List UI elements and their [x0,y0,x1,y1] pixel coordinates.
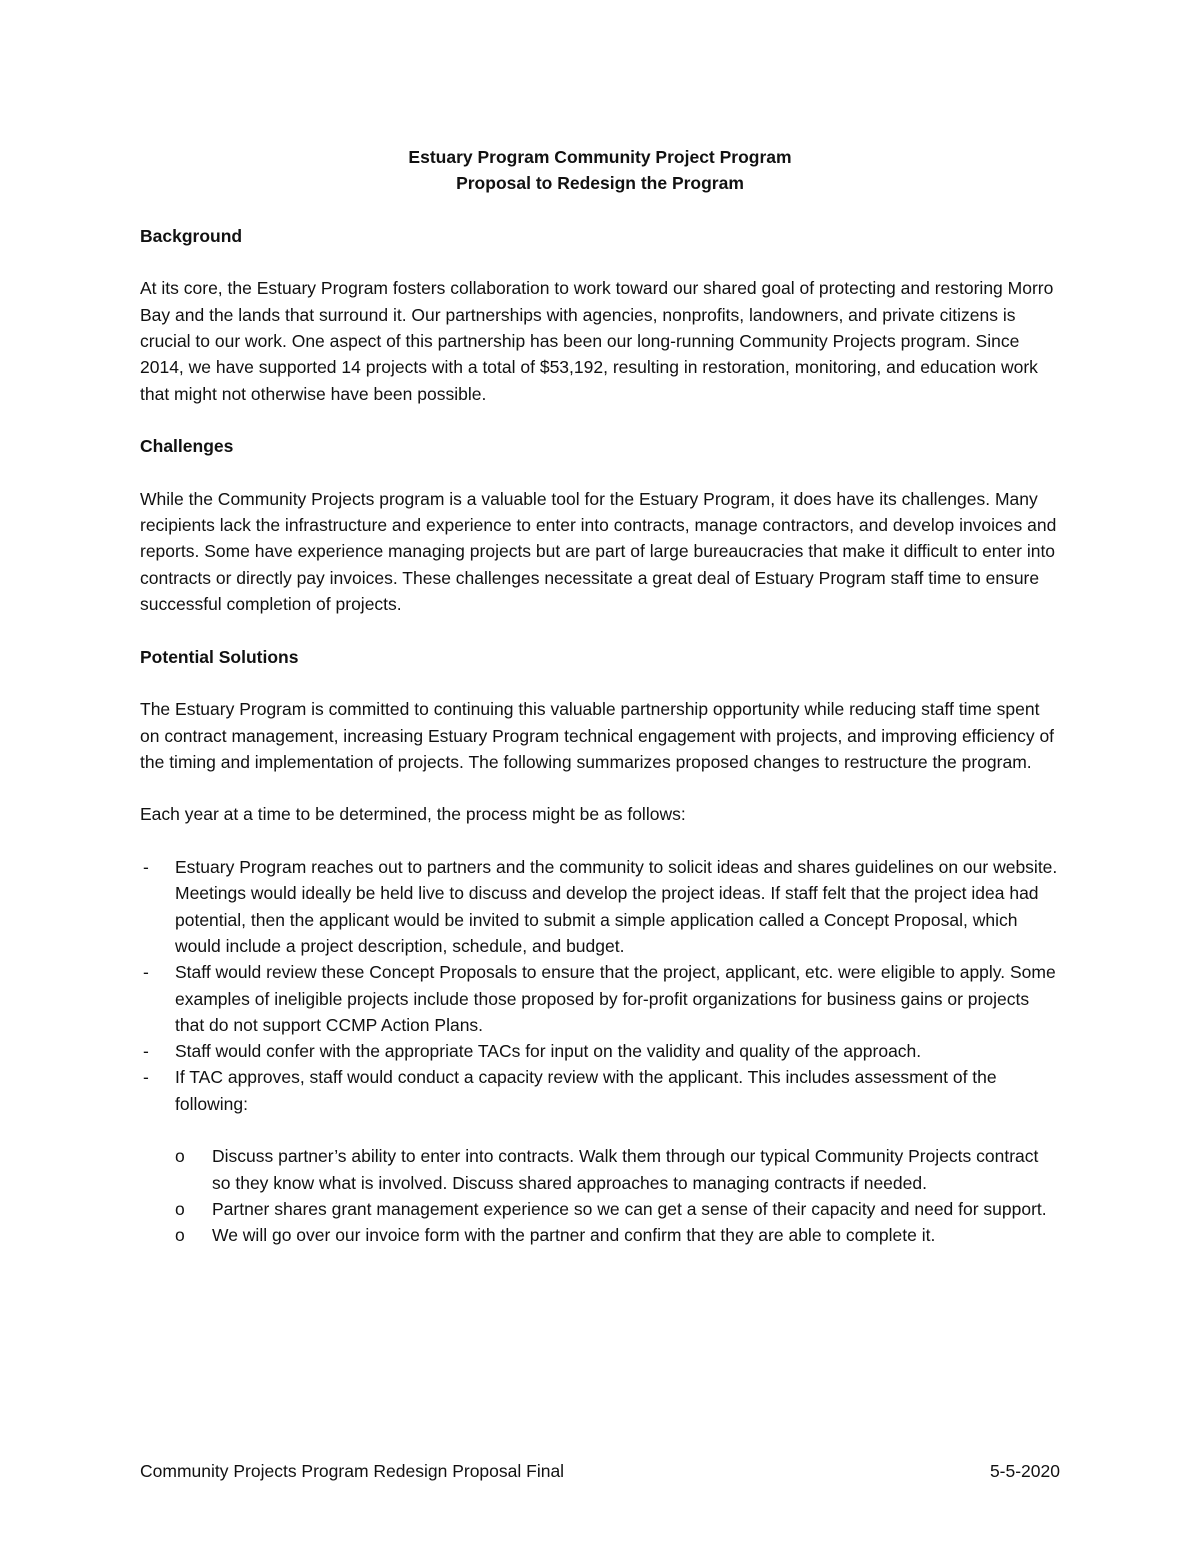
circle-bullet: o [175,1225,185,1246]
list-item [140,959,1060,1038]
process-step-text: Staff would review these Concept Proposals to ensure that the project, applicant, etc. were eligible to apply. Some examples of ineligible projects include those proposed by for-profit organizations for business gains or projects that do not support CCMP Action Plans. [175,962,1056,1035]
footer-document-name: Community Projects Program Redesign Proposal Final [140,1461,565,1481]
process-step-text: Staff would confer with the appropriate TACs for input on the validity and quality of the approach. [175,1041,922,1062]
spacer [140,249,1060,275]
section-heading-potential-solutions: Potential Solutions [140,646,299,667]
spacer [140,1117,1060,1143]
spacer [140,460,1060,486]
list-item [140,1143,1060,1196]
list-item [140,1196,1060,1222]
document-title: Estuary Program Community Project Program [408,147,792,167]
dash-bullet: - [143,1041,149,1062]
list-item [140,854,1060,959]
list-item [140,1222,1060,1248]
capacity-item-text: Discuss partner’s ability to enter into contracts. Walk them through our typical Community Projects contract so they know what is involved. Discuss shared approaches to managing contracts if needed. [212,1146,1039,1193]
challenges-paragraph: While the Community Projects program is a valuable tool for the Estuary Program, it does have its challenges. Many recipients lack the infrastructure and experience to enter into contracts, manage contractors, and develop invoices and reports. Some have experience managing projects but are part of large bureaucracies that make it difficult to enter into contracts or directly pay invoices. These challenges necessitate a great deal of Estuary Program staff time to ensure successful completion of projects. [140,488,1057,615]
section-heading-challenges: Challenges [140,436,234,457]
solutions-paragraph: The Estuary Program is committed to continuing this valuable partnership opportunity while reducing staff time spent on contract management, increasing Estuary Program technical engagement with projects, and improving efficiency of the timing and implementation of projects. The following summarizes proposed changes to restructure the program. [140,699,1055,772]
list-item [140,1064,1060,1117]
dash-bullet: - [143,857,149,878]
process-step-text: Estuary Program reaches out to partners and the community to solicit ideas and shares guidelines on our website. Meetings would ideally be held live to discuss and develop the project ideas. If staff felt that the project idea had potential, then the applicant would be invited to submit a simple application called a Concept Proposal, which would include a project description, schedule, and budget. [175,857,1058,956]
spacer [140,670,1060,696]
page-footer [140,1458,1060,1484]
circle-bullet: o [175,1198,185,1219]
process-intro: Each year at a time to be determined, the process might be as follows: [140,804,686,825]
list-item [140,1038,1060,1064]
spacer [140,828,1060,854]
background-paragraph: At its core, the Estuary Program fosters collaboration to work toward our shared goal of protecting and restoring Morro Bay and the lands that surround it. Our partnerships with agencies, nonprofits, landowners, and private citizens is crucial to our work. One aspect of this partnership has been our long-running Community Projects program. Since 2014, we have supported 14 projects with a total of $53,192, resulting in restoration, monitoring, and education work that might not otherwise have been possible. [140,278,1054,404]
capacity-review-list [140,1143,1060,1248]
capacity-item-text: Partner shares grant management experience so we can get a sense of their capacity and need for support. [212,1198,1047,1219]
section-heading-background: Background [140,225,243,246]
spacer [140,617,1060,643]
document-subtitle: Proposal to Redesign the Program [456,173,744,194]
dash-bullet: - [143,1067,149,1088]
spacer [140,775,1060,801]
process-step-text: If TAC approves, staff would conduct a capacity review with the applicant. This includes assessment of the following: [175,1067,997,1114]
process-steps-list [140,854,1060,1117]
capacity-item-text: We will go over our invoice form with the partner and confirm that they are able to complete it. [212,1225,936,1246]
document-body [140,144,1060,1248]
spacer [140,407,1060,433]
spacer [140,197,1060,223]
footer-date: 5-5-2020 [989,1461,1060,1481]
circle-bullet: o [175,1146,185,1167]
dash-bullet: - [143,962,149,983]
